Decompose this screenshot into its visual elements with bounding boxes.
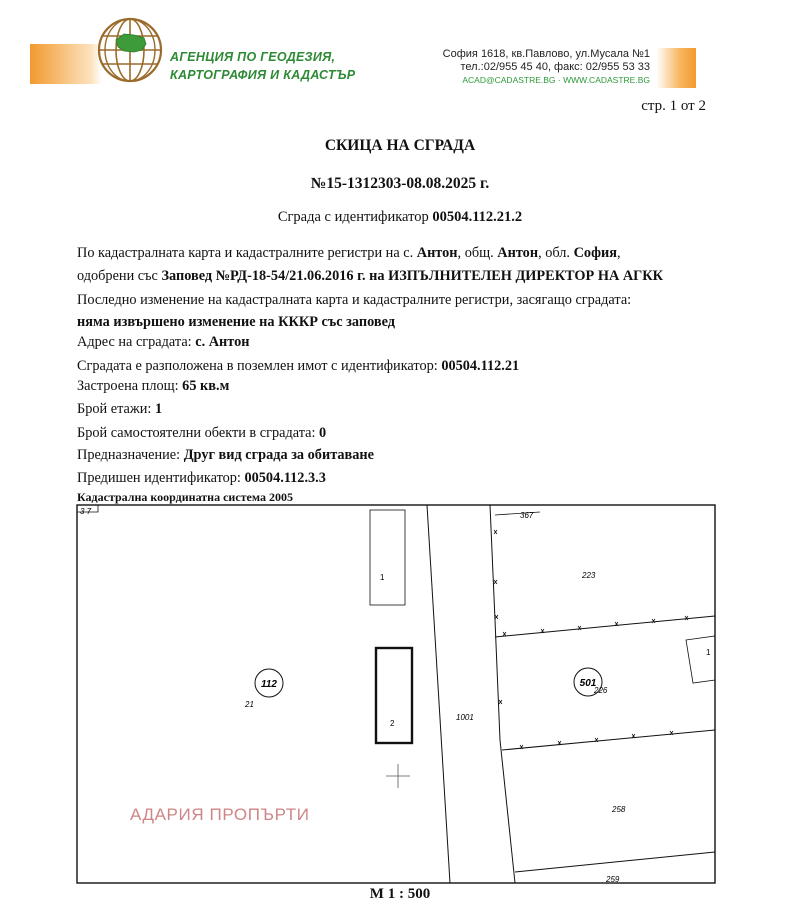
agency-phone: тел.:02/955 45 40, факс: 02/955 53 33 — [460, 61, 650, 73]
units-label: Брой самостоятелни обекти в сградата: — [77, 425, 316, 441]
page-number: стр. 1 от 2 — [641, 98, 706, 114]
p1-text-c: , обл. — [538, 245, 571, 261]
plot-226-label: 226 — [594, 686, 608, 695]
last-change-label: Последно изменение на кадастралната карта и кадастралните регистри, засягащо сградата: — [77, 292, 632, 308]
building-1 — [370, 510, 405, 605]
parcel-boundary-c — [515, 852, 715, 872]
building-1-right-label: 1 — [706, 648, 711, 657]
region-name: София — [573, 245, 617, 261]
plot-258-label: 258 — [612, 805, 626, 814]
village-name: Антон — [416, 245, 458, 261]
purpose-label: Предназначение: — [77, 447, 181, 463]
floors-label: Брой етажи: — [77, 401, 152, 417]
road-1001-label: 1001 — [456, 713, 474, 722]
approval-order: Заповед №РД-18-54/21.06.2016 г. на ИЗПЪЛНИТЕЛЕН ДИРЕКТОР НА АГКК — [161, 268, 664, 284]
document-title: СКИЦА НА СГРАДА — [324, 137, 476, 154]
previous-id-label: Предишен идентификатор: — [77, 470, 241, 486]
road-edge-right — [490, 505, 515, 883]
p1-text-b: , общ. — [457, 245, 494, 261]
area-value: 65 кв.м — [182, 378, 230, 394]
municipality-name: Антон — [497, 245, 539, 261]
plot-223-label: 223 — [582, 571, 596, 580]
last-change-text: няма извършено изменение на КККР със заповед — [77, 314, 396, 330]
agency-address: София 1618, кв.Павлово, ул.Мусала №1 — [442, 48, 650, 60]
purpose-value: Друг вид сграда за обитаване — [183, 447, 374, 463]
building-2-label: 2 — [390, 719, 395, 728]
fence-marks — [494, 530, 688, 749]
area-label: Застроена площ: — [77, 378, 179, 394]
building-identifier-label: Сграда с идентификатор — [277, 209, 429, 225]
watermark: АДАРИЯ ПРОПЪРТИ — [130, 805, 310, 824]
document-number: №15-1312303-08.08.2025 г. — [310, 175, 490, 192]
building-1-right — [686, 636, 715, 683]
p1-text-a: По кадастралната карта и кадастралните регистри на с. — [77, 245, 414, 261]
plot-367-label: 367 — [520, 511, 534, 520]
previous-id-value: 00504.112.3.3 — [244, 470, 326, 486]
address-value: с. Антон — [195, 334, 250, 350]
building-identifier-value: 00504.112.21.2 — [432, 209, 523, 225]
building-1-label: 1 — [380, 573, 385, 582]
p2-text-a: одобрени със — [77, 268, 158, 284]
plot-label: Сградата е разположена в поземлен имот с идентификатор: — [77, 358, 438, 374]
plot-259-label: 259 — [606, 875, 620, 884]
agency-name-line2: КАРТОГРАФИЯ И КАДАСТЪР — [170, 68, 356, 82]
parcel-boundary-b — [502, 730, 715, 750]
p1-text-d: , — [616, 245, 621, 261]
floors-value: 1 — [154, 401, 163, 417]
building-2-subject — [376, 648, 412, 743]
map-frame — [77, 505, 715, 883]
block-501-label: 501 — [579, 678, 597, 689]
plot-21-label: 21 — [245, 700, 254, 709]
parcel-boundary-a — [495, 616, 715, 637]
map-scale: М 1 : 500 — [369, 886, 431, 902]
road-edge-left — [427, 505, 450, 883]
crosshair-icon — [386, 764, 410, 788]
agency-name-line1: АГЕНЦИЯ ПО ГЕОДЕЗИЯ, — [170, 50, 336, 64]
corner-label: 3 7 — [80, 507, 92, 516]
units-value: 0 — [319, 425, 327, 441]
coordinate-system: Кадастрална координатна система 2005 — [77, 490, 293, 504]
plot-value: 00504.112.21 — [441, 358, 520, 374]
address-label: Адрес на сградата: — [77, 334, 192, 350]
agency-web: ACAD@CADASTRE.BG · WWW.CADASTRE.BG — [462, 75, 650, 85]
block-112-label: 112 — [261, 679, 277, 690]
